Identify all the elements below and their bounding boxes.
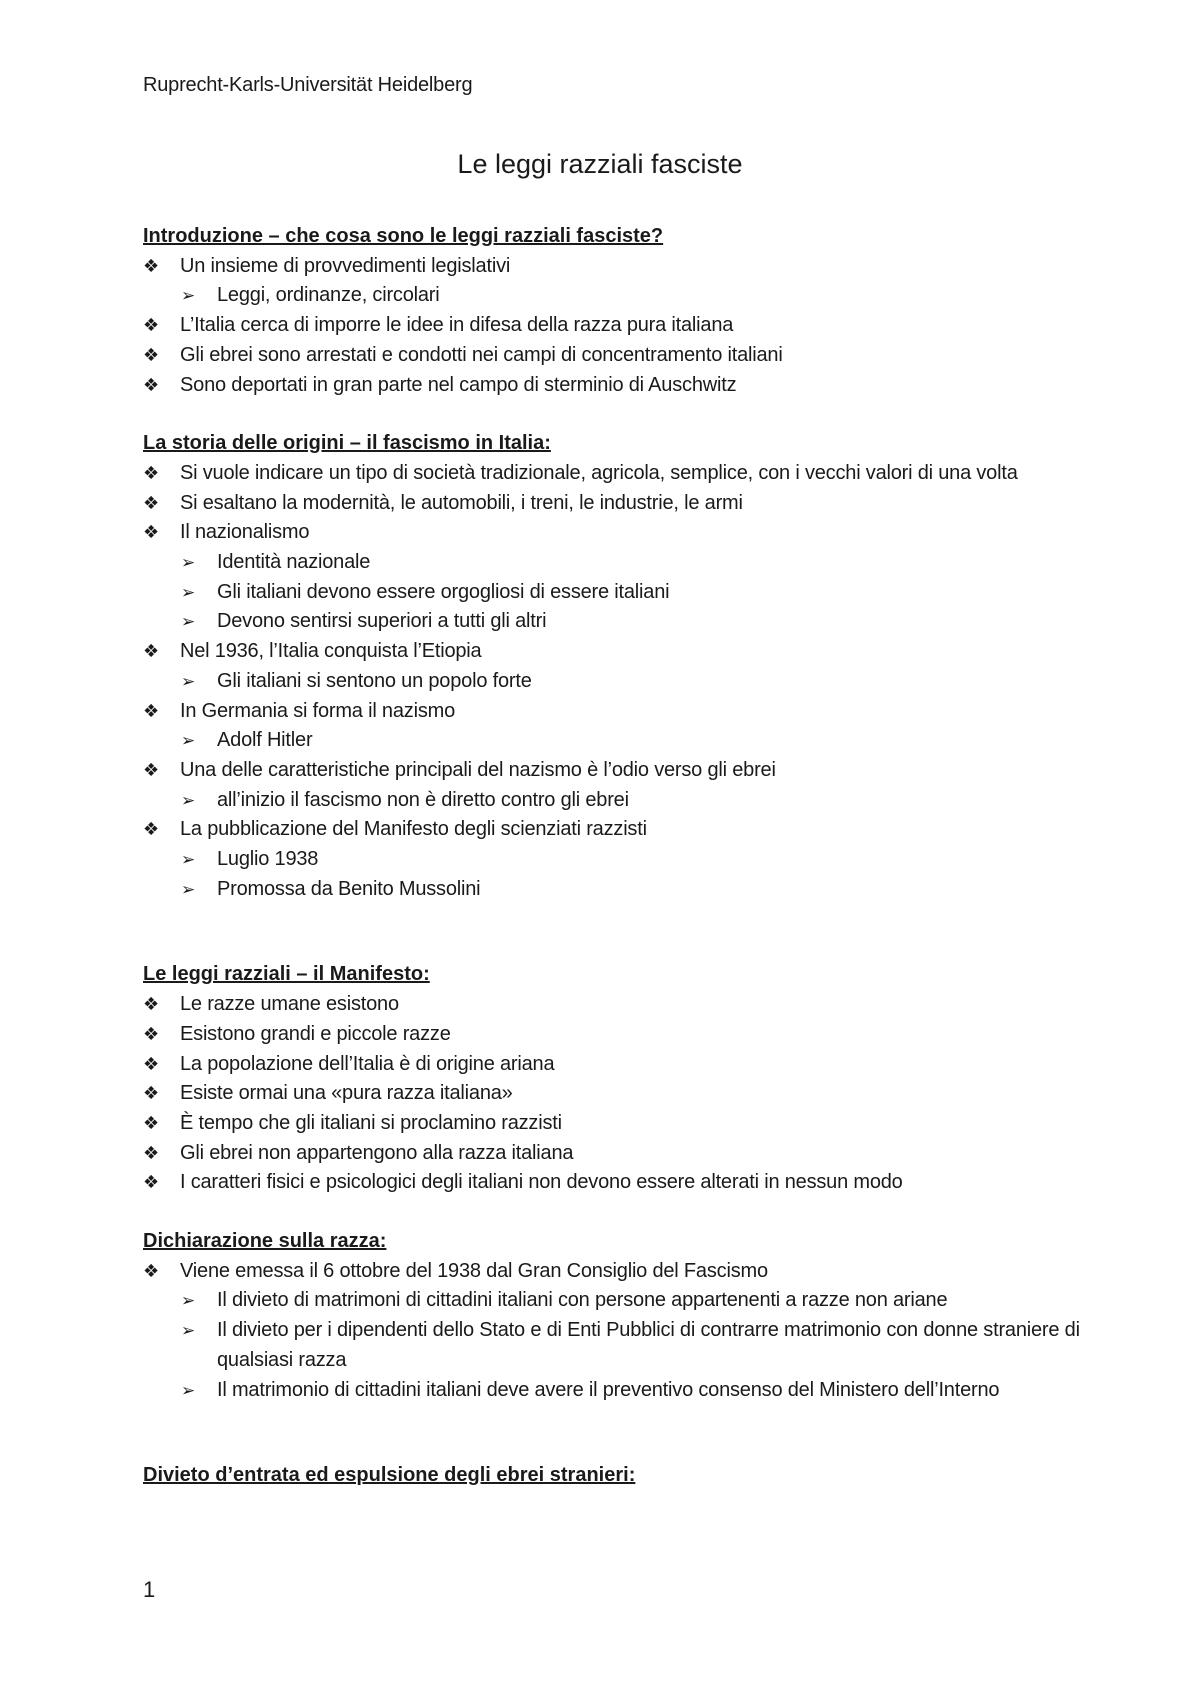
list-item-text: La pubblicazione del Manifesto degli scienziati razzisti [180, 818, 647, 841]
list-item-text: Le razze umane esistono [180, 993, 399, 1016]
list-item-text: Esiste ormai una «pura razza italiana» [180, 1082, 513, 1105]
arrow-bullet-icon: ➢ [181, 286, 196, 306]
list-item [143, 489, 1083, 519]
diamond-bullet-icon: ❖ [143, 1142, 159, 1163]
sub-list-item-text: Identità nazionale [217, 551, 371, 573]
sub-list-item [143, 845, 1083, 875]
section-heading: La storia delle origini – il fascismo in Italia: [143, 432, 551, 455]
list-item [143, 518, 1083, 548]
arrow-bullet-icon: ➢ [181, 850, 196, 870]
diamond-bullet-icon: ❖ [143, 819, 159, 840]
bullet-list [143, 1257, 1083, 1406]
arrow-bullet-icon: ➢ [181, 1321, 196, 1341]
sub-list-item-text: Il divieto di matrimoni di cittadini italiani con persone appartenenti a razze non ariane [217, 1289, 948, 1312]
list-item-text: Gli ebrei non appartengono alla razza italiana [180, 1141, 574, 1164]
section-manifesto [143, 960, 1083, 1198]
sub-list-item-text: Luglio 1938 [217, 848, 319, 871]
document-body [143, 222, 1083, 1491]
diamond-bullet-icon: ❖ [143, 492, 159, 513]
list-item-text: Si esaltano la modernità, le automobili, i treni, le industrie, le armi [180, 491, 743, 514]
bullet-list [143, 459, 1083, 905]
diamond-bullet-icon: ❖ [143, 1083, 159, 1104]
sub-list-item [143, 607, 1083, 637]
diamond-bullet-icon: ❖ [143, 994, 159, 1015]
list-item [143, 1020, 1083, 1050]
list-item-text: Viene emessa il 6 ottobre del 1938 dal Gran Consiglio del Fascismo [180, 1259, 768, 1282]
diamond-bullet-icon: ❖ [143, 700, 159, 721]
sub-list-item-text: Gli italiani si sentono un popolo forte [217, 669, 532, 692]
list-item [143, 341, 1083, 371]
sub-list-item [143, 1316, 1083, 1375]
list-item [143, 990, 1083, 1020]
bullet-list [143, 252, 1083, 401]
section-introduzione [143, 222, 1083, 400]
sub-list-item [143, 281, 1083, 311]
list-item [143, 1079, 1083, 1109]
list-item [143, 1257, 1083, 1287]
sub-list-item [143, 667, 1083, 697]
list-item-text: Una delle caratteristiche principali del nazismo è l’odio verso gli ebrei [180, 758, 776, 781]
list-item [143, 697, 1083, 727]
list-item [143, 756, 1083, 786]
section-heading: Dichiarazione sulla razza: [143, 1230, 387, 1253]
arrow-bullet-icon: ➢ [181, 553, 196, 572]
section-storia-origini [143, 429, 1083, 904]
sub-list-item-text: Leggi, ordinanze, circolari [217, 284, 440, 307]
diamond-bullet-icon: ❖ [143, 522, 159, 543]
sub-list-item [143, 548, 1083, 578]
list-item [143, 252, 1083, 282]
list-item-text: L’Italia cerca di imporre le idee in difesa della razza pura italiana [180, 314, 734, 337]
arrow-bullet-icon: ➢ [181, 731, 196, 751]
list-item-text: Il nazionalismo [180, 521, 310, 544]
diamond-bullet-icon: ❖ [143, 1053, 159, 1074]
list-item [143, 459, 1083, 489]
list-item-text: Gli ebrei sono arrestati e condotti nei campi di concentramento italiani [180, 343, 783, 366]
sub-list-item-text: Il matrimonio di cittadini italiani deve avere il preventivo consenso del Ministero dell’Interno [217, 1378, 1000, 1401]
diamond-bullet-icon: ❖ [143, 1172, 159, 1193]
list-item-text: La popolazione dell’Italia è di origine ariana [180, 1052, 555, 1075]
sub-list-item-text: Adolf Hitler [217, 729, 313, 752]
list-item-text: Nel 1936, l’Italia conquista l’Etiopia [180, 640, 482, 663]
sub-list-item-text: Devono sentirsi superiori a tutti gli altri [217, 610, 547, 633]
section-dichiarazione [143, 1227, 1083, 1405]
section-heading: Introduzione – che cosa sono le leggi razziali fasciste? [143, 225, 664, 247]
diamond-bullet-icon: ❖ [143, 344, 159, 365]
list-item-text: I caratteri fisici e psicologici degli italiani non devono essere alterati in nessun modo [180, 1171, 903, 1194]
sub-list-item [143, 578, 1083, 608]
arrow-bullet-icon: ➢ [181, 582, 196, 602]
sub-list-item [143, 1286, 1083, 1316]
diamond-bullet-icon: ❖ [143, 315, 159, 336]
sub-list-item-text: Gli italiani devono essere orgogliosi di essere italiani [217, 580, 670, 603]
list-item [143, 1050, 1083, 1080]
section-heading: Le leggi razziali – il Manifesto: [143, 963, 430, 986]
bullet-list [143, 990, 1083, 1198]
list-item-text: In Germania si forma il nazismo [180, 699, 456, 722]
arrow-bullet-icon: ➢ [181, 1291, 196, 1311]
diamond-bullet-icon: ❖ [143, 1112, 159, 1133]
list-item-text: Sono deportati in gran parte nel campo di sterminio di Auschwitz [180, 373, 737, 396]
diamond-bullet-icon: ❖ [143, 255, 159, 276]
list-item-text: Un insieme di provvedimenti legislativi [180, 254, 511, 277]
arrow-bullet-icon: ➢ [181, 1380, 196, 1400]
document-title: Le leggi razziali fasciste [457, 149, 743, 179]
sub-list-item [143, 786, 1083, 816]
section-divieto-entrata [143, 1461, 1083, 1491]
list-item [143, 637, 1083, 667]
list-item [143, 1168, 1083, 1198]
list-item-text: Si vuole indicare un tipo di società tradizionale, agricola, semplice, con i vecchi valori di una volta [180, 461, 1018, 484]
sub-list-item-text: all’inizio il fascismo non è diretto contro gli ebrei [217, 788, 629, 811]
arrow-bullet-icon: ➢ [181, 790, 196, 810]
list-item [143, 1139, 1083, 1169]
arrow-bullet-icon: ➢ [181, 671, 196, 691]
diamond-bullet-icon: ❖ [143, 374, 159, 395]
list-item-text: È tempo che gli italiani si proclamino razzisti [180, 1111, 562, 1134]
list-item [143, 1109, 1083, 1139]
sub-list-item [143, 1376, 1083, 1406]
section-heading: Divieto d’entrata ed espulsione degli ebrei stranieri: [143, 1464, 636, 1487]
page-number: 1 [143, 1577, 156, 1602]
sub-list-item-text: Il divieto per i dipendenti dello Stato e di Enti Pubblici di contrarre matrimonio con donne straniere di qualsiasi razza [217, 1319, 1080, 1371]
list-item-text: Esistono grandi e piccole razze [180, 1022, 451, 1045]
university-header: Ruprecht-Karls-Universität Heidelberg [143, 74, 473, 96]
diamond-bullet-icon: ❖ [143, 641, 159, 662]
sub-list-item [143, 875, 1083, 905]
arrow-bullet-icon: ➢ [181, 879, 196, 899]
diamond-bullet-icon: ❖ [143, 462, 159, 483]
diamond-bullet-icon: ❖ [143, 1023, 159, 1044]
list-item [143, 311, 1083, 341]
diamond-bullet-icon: ❖ [143, 759, 159, 780]
list-item [143, 815, 1083, 845]
sub-list-item [143, 726, 1083, 756]
list-item [143, 371, 1083, 401]
diamond-bullet-icon: ❖ [143, 1260, 159, 1281]
sub-list-item-text: Promossa da Benito Mussolini [217, 877, 481, 900]
arrow-bullet-icon: ➢ [181, 612, 196, 632]
